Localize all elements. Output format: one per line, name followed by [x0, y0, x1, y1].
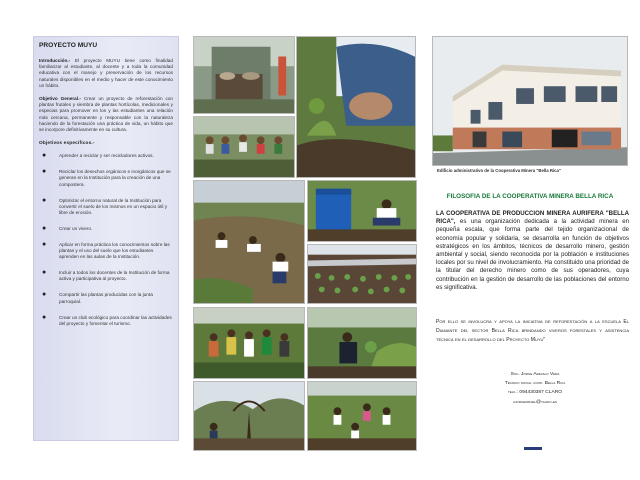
list-item: ● Reciclar los desechos orgánicos e inorgánicos que se generan en la Institución para la creación de una compostera. — [42, 168, 171, 187]
water-tank-photo — [307, 180, 417, 242]
teachers-group-photo — [193, 307, 305, 379]
general-label: Objetivo General.- — [39, 96, 81, 102]
children-garden-photo — [307, 381, 417, 451]
compost-box-photo — [193, 36, 295, 114]
philosophy-text: es una organización dedicada a la actividad minera en pequeña escala, que forma parte del tejido organizacional de economía popular y solidaria, se desarrolla en función de objetivos estratégicos en los ámbitos, técnicos de desarrollo minero, gestión ambiental y social, siendo reconocida por la población e instituciones locales por su nivel de involucramiento. Ha constituido una prioridad de la titular del derecho minero como de sus operadores, cuya contribución en la gestión de desarrollo de las poblaciones del entorno es significativa. — [436, 218, 629, 291]
list-item: ● Optimizar el entorno natural de la Institución para convertir el suelo de los mismos en un espacio útil y libre de erosión. — [42, 196, 168, 215]
signer-email[interactable]: ajorgeisrael@yahoo.es — [513, 399, 557, 405]
signer-role: Técnico social coop. Bella Rica — [504, 381, 566, 387]
decorative-bar — [524, 447, 542, 450]
list-item: ● Aplicar en forma práctica los conocimientos sobre las plantas y el uso del suelo que los estudiantes aprenden en las aulas de la Institución. — [42, 240, 170, 260]
general-objective-paragraph — [39, 96, 173, 133]
planting-closeup-photo — [296, 36, 416, 178]
signer-phone: telf.: 094430387 CLARO — [507, 390, 563, 396]
field-work-photo — [193, 180, 305, 304]
philosophy-body — [436, 210, 629, 292]
project-panel — [33, 36, 179, 441]
panel-title: PROYECTO MUYU — [39, 42, 98, 49]
list-item: ● Crear un vivero. — [42, 224, 93, 232]
building-photo — [432, 36, 628, 166]
signer-name: Soc. Jorge Arevalo Vera — [510, 372, 560, 377]
list-item: ● Compartir las plantas producidas con la junta parroquial. — [42, 291, 153, 304]
official-planting-photo — [307, 307, 417, 379]
list-item: ● Crear un club ecológico para coordinar las actividades del proyecto y fomentar el turismo. — [42, 313, 172, 326]
intro-paragraph — [39, 58, 173, 89]
support-statement: Por ello se involucra y apoya la iniciativa de reforestación a la escuela El Diamante del sector Bella Rica brindando viveros forestales y asistencia técnica en el desarrollo del Proyecto Muyu" — [436, 319, 629, 344]
general-text: Crear un proyecto de reforestación con plantas frutales y siembra de plantas hortícolas, medicionales y especias para promover en los y las estudiantes una relación más cercana, permanente y responsable con la naturaleza haciendo de la forestación una práctica de vida, un hábito que se incorpore definitivamente en su cultura. — [39, 96, 174, 133]
list-item: ● Incluir a todos los docentes de la Institución de forma activa y participativa al proyecto. — [42, 269, 170, 282]
intro-label: Introducción.- — [39, 58, 71, 63]
tree-planting-photo — [193, 381, 305, 451]
philosophy-title: FILOSOFIA DE LA COOPERATIVA MINERA BELLA RICA — [446, 193, 614, 200]
cooperative-name: LA COOPERATIVA DE PRODUCCION MINERA AURIFERA "BELLA RICA", — [436, 210, 629, 226]
signature-block — [460, 370, 610, 407]
seedbed-photo — [307, 244, 417, 304]
students-group-photo — [193, 116, 295, 178]
list-item: ● Aprender a reciclar y ser recicladores activos. — [42, 152, 154, 160]
building-caption: Edificio administrativo de la Cooperativa Minera "Bella Rica" — [437, 168, 561, 173]
intro-text: El proyecto MUYU tiene como finalidad familiarizar al estudiante, al docente y a toda la comunidad educativa con el manejo y preservación de los recursos naturales disponibles en el medio y hacer de este conocimiento un hábito. — [39, 58, 173, 88]
specific-objectives-title: Objetivos específicos.- — [39, 140, 95, 146]
objectives-list — [39, 153, 173, 327]
